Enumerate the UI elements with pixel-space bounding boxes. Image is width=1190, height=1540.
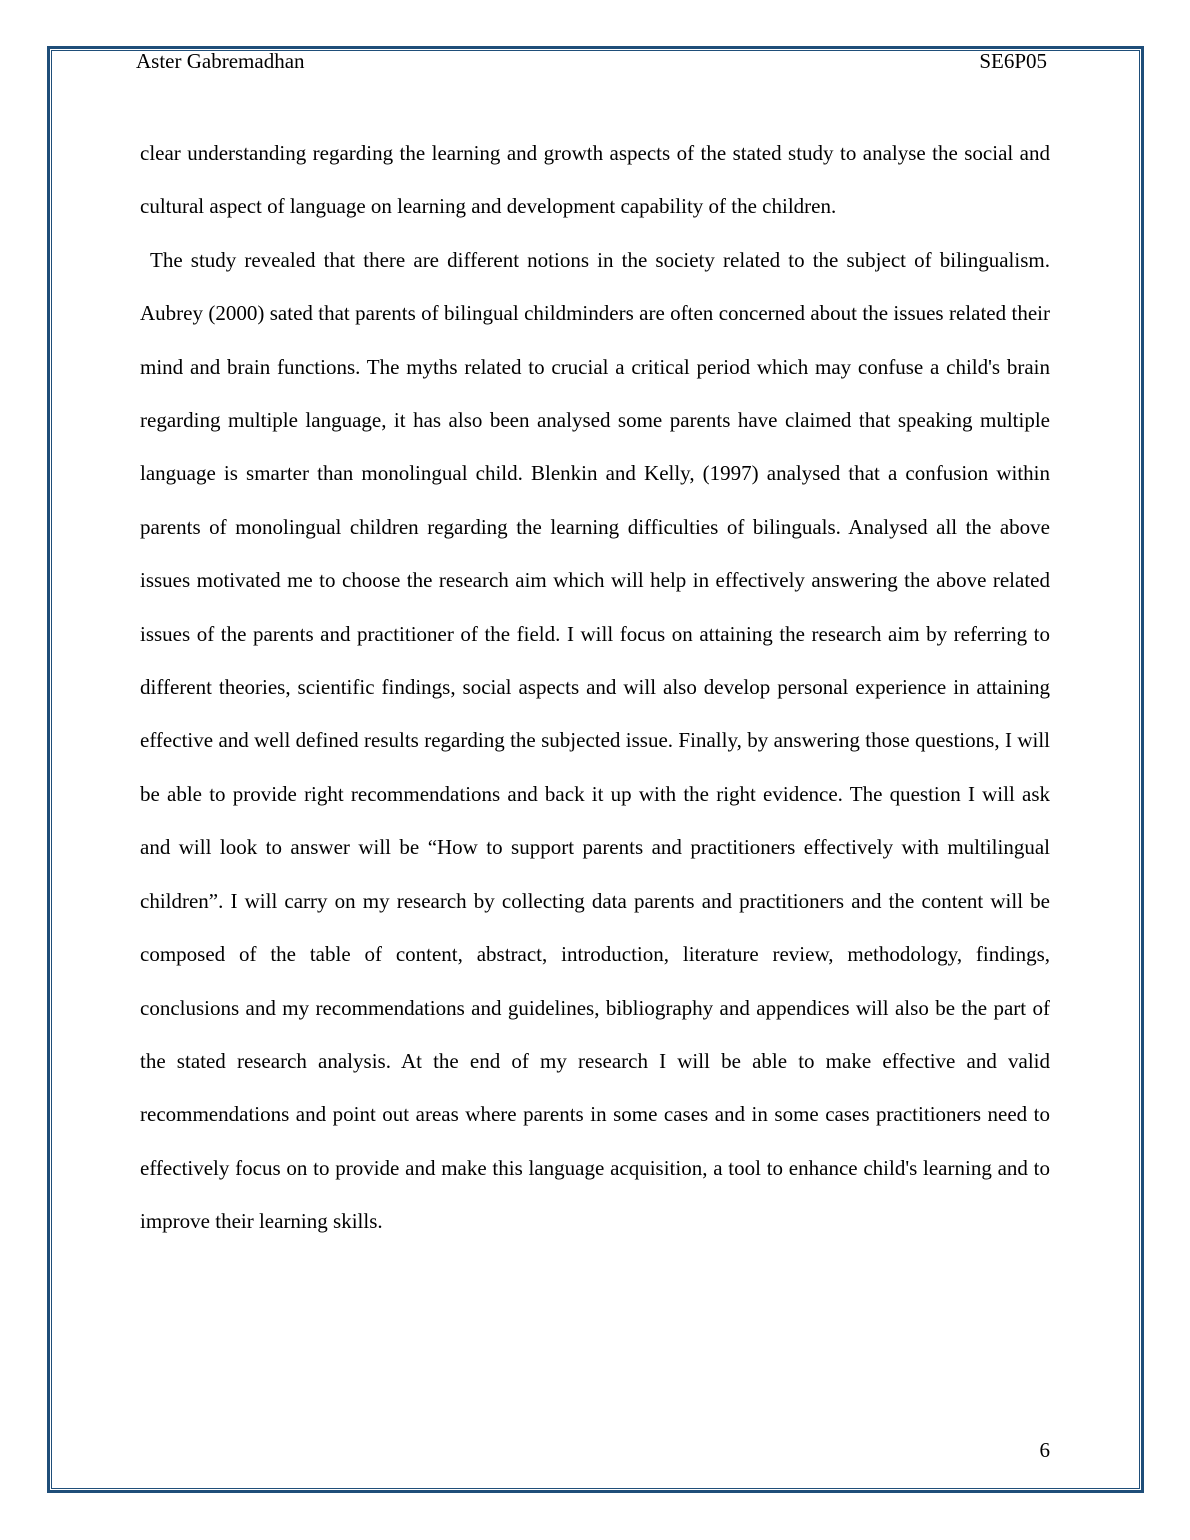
paragraph-1: clear understanding regarding the learning and growth aspects of the stated study to analyse the social and cultural aspect of language on learning and development capability of the children. <box>140 141 1050 219</box>
header-document-code: SE6P05 <box>979 49 1047 73</box>
page-number: 6 <box>1039 1438 1050 1462</box>
header-author: Aster Gabremadhan <box>136 49 305 73</box>
document-body <box>140 127 1050 1249</box>
paragraph-2: The study revealed that there are different notions in the society related to the subject of bilingualism. Aubrey (2000) sated that parents of bilingual childminders are often concerned about the issues related their mind and brain functions. The myths related to crucial a critical period which may confuse a child's brain regarding multiple language, it has also been analysed some parents have claimed that speaking multiple language is smarter than monolingual child. Blenkin and Kelly, (1997) analysed that a confusion within parents of monolingual children regarding the learning difficulties of bilinguals. Analysed all the above issues motivated me to choose the research aim which will help in effectively answering the above related issues of the parents and practitioner of the field. I will focus on attaining the research aim by referring to different theories, scientific findings, social aspects and will also develop personal experience in attaining effective and well defined results regarding the subjected issue. Finally, by answering those questions, I will be able to provide right recommendations and back it up with the right evidence. The question I will ask and will look to answer will be “How to support parents and practitioners effectively with multilingual children”. I will carry on my research by collecting data parents and practitioners and the content will be composed of the table of content, abstract, introduction, literature review, methodology, findings, conclusions and my recommendations and guidelines, bibliography and appendices will also be the part of the stated research analysis. At the end of my research I will be able to make effective and valid recommendations and point out areas where parents in some cases and in some cases practitioners need to effectively focus on to provide and make this language acquisition, a tool to enhance child's learning and to improve their learning skills. <box>140 247 1050 1234</box>
